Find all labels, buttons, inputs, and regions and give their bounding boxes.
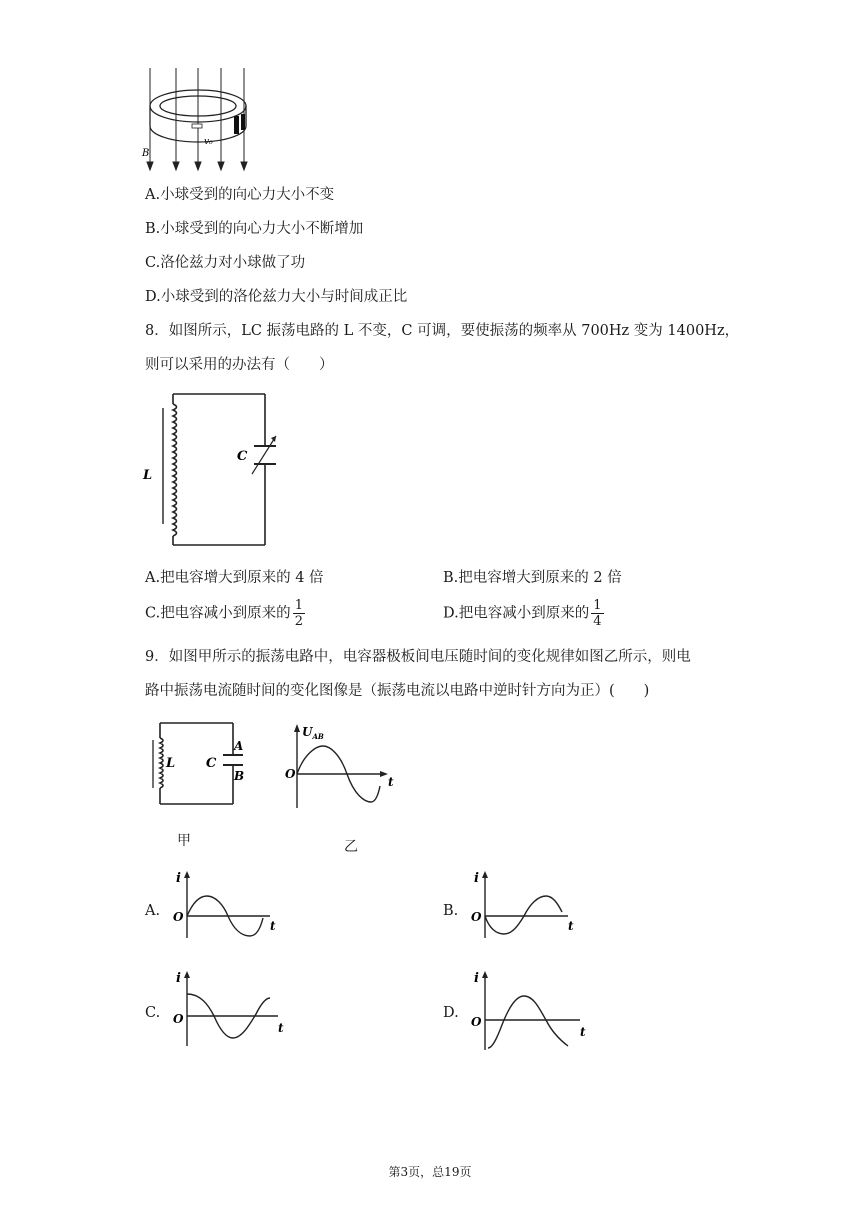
fraction-half: $\frac{1}{2}$: [294, 598, 303, 629]
velocity-label: v₀: [204, 137, 213, 147]
q9-option-b-graph: [468, 868, 583, 940]
yi-y-label: $U_{AB}$: [302, 725, 324, 741]
q8-option-c: C.把电容减小到原来的 $\frac{1}{2}$: [145, 598, 303, 629]
svg-text:t: t: [580, 1025, 586, 1039]
q7-option-b: B.小球受到的向心力大小不断增加: [145, 221, 364, 237]
q7-option-a: A.小球受到的向心力大小不变: [145, 187, 335, 203]
svg-text:i: i: [176, 971, 181, 986]
svg-text:i: i: [474, 871, 479, 886]
q9-option-d-graph: [468, 968, 593, 1053]
q9-option-d-letter: D.: [443, 1005, 459, 1021]
fig-jia-circuit: [150, 720, 260, 810]
jia-inductor-label: L: [166, 756, 176, 771]
q8-stem-line1: 8．如图所示，LC 振荡电路的 L 不变，C 可调，要使振荡的频率从 700Hz 变为 1400Hz，: [145, 323, 740, 339]
svg-text:i: i: [176, 871, 181, 886]
fig-yi-voltage-graph: [282, 720, 402, 812]
fig-jia-caption: 甲: [177, 833, 191, 849]
svg-text:O: O: [471, 1015, 482, 1029]
jia-capacitor-label: C: [206, 756, 217, 771]
inductor-label: L: [143, 468, 153, 483]
q9-stem-line2: 路中振荡电流随时间的变化图像是（振荡电流以电路中逆时针方向为正）( ): [145, 683, 650, 699]
yi-origin-label: O: [285, 767, 296, 781]
jia-plate-b-label: B: [234, 769, 245, 783]
capacitor-label: C: [237, 449, 248, 464]
q9-option-a-graph: [170, 868, 285, 940]
field-label: B: [142, 148, 150, 159]
q9-option-a-letter: A.: [145, 903, 161, 919]
q8-stem-line2: 则可以采用的办法有（ ）: [145, 357, 334, 373]
jia-plate-a-label: A: [234, 739, 244, 753]
q8-option-a: A.把电容增大到原来的 4 倍: [145, 570, 324, 586]
lc-circuit-figure: [140, 386, 280, 551]
q8-option-d: D.把电容减小到原来的 $\frac{1}{4}$: [443, 598, 602, 629]
yi-x-label: t: [388, 775, 394, 789]
q7-option-d: D.小球受到的洛伦兹力大小与时间成正比: [145, 289, 408, 305]
q8-option-b: B.把电容增大到原来的 2 倍: [443, 570, 622, 586]
svg-text:O: O: [471, 910, 482, 924]
svg-text:t: t: [568, 919, 574, 933]
q9-stem-line1: 9．如图甲所示的振荡电路中，电容器极板间电压随时间的变化规律如图乙所示，则电: [145, 649, 691, 665]
ring-field-figure: [138, 62, 268, 174]
page-footer: 第3页，总19页: [388, 1165, 472, 1179]
q9-option-c-letter: C.: [145, 1005, 161, 1021]
svg-text:t: t: [270, 919, 276, 933]
svg-text:O: O: [173, 910, 184, 924]
svg-text:i: i: [474, 971, 479, 986]
q9-option-b-letter: B.: [443, 903, 459, 919]
q7-option-c: C.洛伦兹力对小球做了功: [145, 255, 306, 271]
fig-yi-caption: 乙: [344, 839, 358, 855]
q9-option-c-graph: [170, 968, 290, 1048]
fraction-quarter: $\frac{1}{4}$: [593, 598, 602, 629]
svg-text:t: t: [278, 1021, 284, 1035]
svg-text:O: O: [173, 1012, 184, 1026]
